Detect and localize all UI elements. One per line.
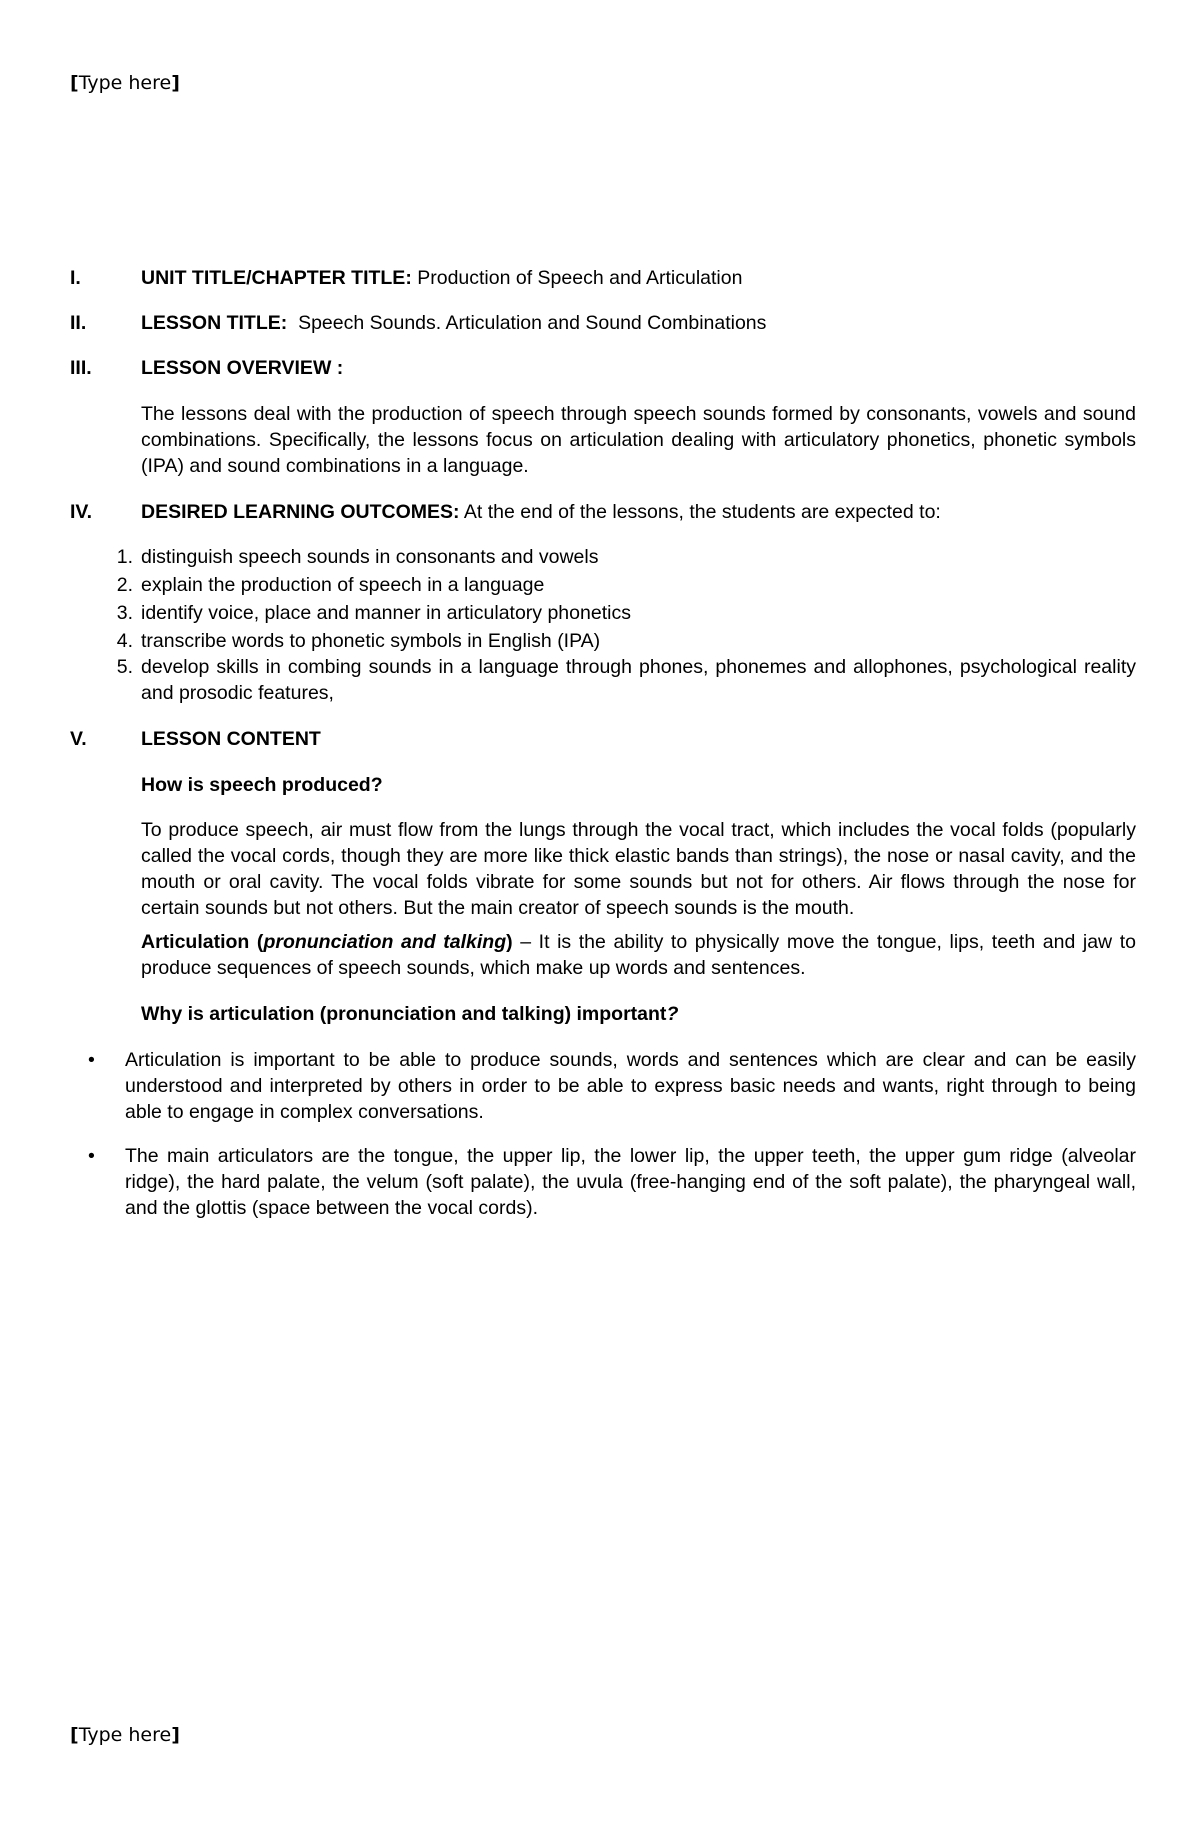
- section-value: Speech Sounds. Articulation and Sound Combinations: [287, 312, 767, 334]
- question-mark: ?: [666, 1003, 679, 1025]
- list-text: transcribe words to phonetic symbols in English (IPA): [141, 630, 601, 652]
- section-label: UNIT TITLE/CHAPTER TITLE:: [141, 267, 412, 289]
- list-text: distinguish speech sounds in consonants and vowels: [141, 546, 599, 568]
- section-label: LESSON CONTENT: [141, 728, 321, 750]
- list-item: [70, 654, 1136, 706]
- section-unit-title: [70, 265, 1136, 291]
- section-label: DESIRED LEARNING OUTCOMES:: [141, 501, 460, 523]
- articulation-bullets: [70, 1047, 1136, 1221]
- subheading-how-speech-produced: How is speech produced?: [141, 774, 383, 796]
- header-bracket-open: [: [70, 72, 79, 94]
- overview-paragraph: The lessons deal with the production of speech through speech sounds formed by consonants, vowels and sound combinations. Specifically, the lessons focus on articulation dealing with articulatory phonetics, phonetic symbols (IPA) and sound combinations in a language.: [141, 403, 1136, 477]
- header-bracket-close: ]: [171, 72, 180, 94]
- section-lesson-content: [70, 726, 1136, 752]
- list-text: The main articulators are the tongue, the upper lip, the lower lip, the upper teeth, the upper gum ridge (alveolar ridge), the hard palate, the velum (soft palate), the uvula (free-hanging end of the soft palate), the pharyngeal wall, and the glottis (space between the vocal cords).: [125, 1145, 1136, 1219]
- list-text: Articulation is important to be able to produce sounds, words and sentences which are clear and can be easily understood and interpreted by others in order to be able to express basic needs and wants, right through to being able to engage in complex conversations.: [125, 1049, 1136, 1123]
- section-number: IV.: [70, 501, 93, 523]
- footer-bracket-close: ]: [171, 1724, 180, 1746]
- speech-production-paragraph: To produce speech, air must flow from the lungs through the vocal tract, which includes the vocal folds (popularly called the vocal cords, though they are more like thick elastic bands than strings), the nose or nasal cavity, and the mouth or oral cavity. The vocal folds vibrate for some sounds but not for others. Air flows through the nose for certain sounds but not others. But the main creator of speech sounds is the mouth.: [141, 819, 1136, 919]
- section-number: I.: [70, 267, 81, 289]
- header-placeholder-text: Type here: [78, 72, 172, 94]
- section-number: V.: [70, 728, 87, 750]
- document-body: [70, 265, 1136, 1221]
- question-text: Why is articulation (pronunciation and talking) important: [141, 1003, 667, 1025]
- section-lesson-overview: [70, 355, 1136, 381]
- page-footer[interactable]: [70, 1724, 180, 1746]
- outcomes-list: [70, 544, 1136, 706]
- footer-placeholder-text: Type here: [78, 1724, 172, 1746]
- list-text: develop skills in combing sounds in a language through phones, phonemes and allophones, psychological reality and prosodic features,: [141, 656, 1136, 704]
- articulation-term-italic: pronunciation and talking: [263, 931, 507, 953]
- section-number: II.: [70, 312, 87, 334]
- list-number: 3.: [116, 602, 133, 624]
- list-item: [70, 572, 1136, 598]
- footer-bracket-open: [: [70, 1724, 79, 1746]
- section-number: III.: [70, 357, 92, 379]
- subheading-why-articulation-important: [141, 1001, 1136, 1027]
- list-item: [70, 1143, 1136, 1221]
- section-value: Production of Speech and Articulation: [411, 267, 743, 289]
- articulation-definition-text: – It is the ability to physically move the tongue, lips, teeth and jaw to produce sequences of speech sounds, which make up words and sentences.: [141, 931, 1136, 979]
- page-header[interactable]: [70, 72, 180, 94]
- list-item: [70, 1047, 1136, 1125]
- bullet-icon: •: [88, 1049, 95, 1071]
- list-item: [70, 544, 1136, 570]
- list-number: 2.: [116, 574, 133, 596]
- list-number: 1.: [116, 546, 133, 568]
- section-label: LESSON TITLE:: [141, 312, 288, 334]
- articulation-term-close: ): [506, 931, 513, 953]
- articulation-definition: [141, 929, 1136, 981]
- list-item: [70, 628, 1136, 654]
- list-item: [70, 600, 1136, 626]
- section-value: At the end of the lessons, the students are expected to:: [459, 501, 941, 523]
- bullet-icon: •: [88, 1145, 95, 1167]
- articulation-term: Articulation (: [141, 931, 264, 953]
- section-label: LESSON OVERVIEW :: [141, 357, 344, 379]
- list-text: identify voice, place and manner in articulatory phonetics: [141, 602, 631, 624]
- section-learning-outcomes: [70, 499, 1136, 525]
- list-number: 5.: [116, 656, 133, 678]
- list-text: explain the production of speech in a language: [141, 574, 545, 596]
- list-number: 4.: [116, 630, 133, 652]
- section-lesson-title: [70, 310, 1136, 336]
